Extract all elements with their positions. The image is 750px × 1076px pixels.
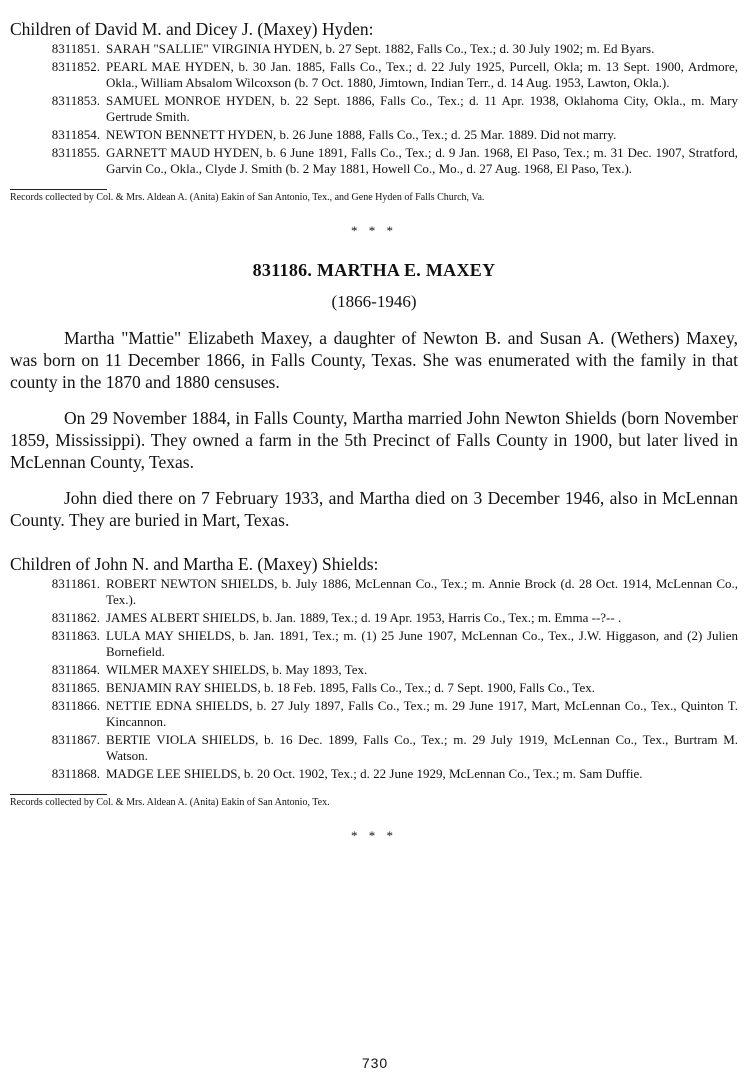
child-entry: [10, 145, 738, 177]
child-entry: [10, 680, 738, 696]
biography-paragraph: Martha "Mattie" Elizabeth Maxey, a daughter of Newton B. and Susan A. (Wethers) Maxey, was born on 11 December 1866, in Falls County, Texas. She was enumerated with the family in that county in the 1870 and 1880 censuses.: [10, 328, 738, 392]
children-list-hyden: [10, 41, 738, 177]
document-page: [10, 18, 738, 844]
child-number: 8311867.: [51, 732, 100, 747]
child-number: 8311855.: [51, 145, 100, 160]
child-text: BERTIE VIOLA SHIELDS, b. 16 Dec. 1899, Falls Co., Tex.; m. 29 July 1919, McLennan Co., Tex., Burtram M. Watson.: [106, 732, 738, 763]
child-number: 8311862.: [51, 610, 100, 625]
child-entry: [10, 698, 738, 730]
section-title: 831186. MARTHA E. MAXEY: [252, 260, 496, 280]
child-text: LULA MAY SHIELDS, b. Jan. 1891, Tex.; m. (1) 25 June 1907, McLennan Co., Tex., J.W. Higgason, and (2) Julien Bornefield.: [106, 628, 738, 659]
children-heading-hyden: Children of David M. and Dicey J. (Maxey) Hyden:: [10, 19, 374, 39]
child-entry: [10, 732, 738, 764]
child-number: 8311861.: [51, 576, 100, 591]
child-number: 8311853.: [51, 93, 100, 108]
child-number: 8311865.: [51, 680, 100, 695]
child-text: MADGE LEE SHIELDS, b. 20 Oct. 1902, Tex.; d. 22 June 1929, McLennan Co., Tex.; m. Sam Duffie.: [106, 766, 643, 781]
child-entry: [10, 41, 738, 57]
child-number: 8311851.: [51, 41, 100, 56]
child-number: 8311864.: [51, 662, 100, 677]
child-text: SARAH "SALLIE" VIRGINIA HYDEN, b. 27 Sept. 1882, Falls Co., Tex.; d. 30 July 1902; m. Ed Byars.: [106, 41, 655, 56]
biography-paragraph: On 29 November 1884, in Falls County, Martha married John Newton Shields (born November 1859, Mississippi). They owned a farm in the 5th Precinct of Falls County in 1900, but later lived in McLennan County, Texas.: [10, 408, 738, 472]
child-text: JAMES ALBERT SHIELDS, b. Jan. 1889, Tex.; d. 19 Apr. 1953, Harris Co., Tex.; m. Emma --?-- .: [106, 610, 622, 625]
child-text: WILMER MAXEY SHIELDS, b. May 1893, Tex.: [106, 662, 368, 677]
child-entry: [10, 766, 738, 782]
child-text: PEARL MAE HYDEN, b. 30 Jan. 1885, Falls Co., Tex.; d. 22 July 1925, Purcell, Okla; m. 13 Sept. 1900, Ardmore, Okla., William Absalom Wilcoxson (b. 7 Oct. 1880, Jimtown, Indian Terr., d. 14 Aug. 1953, Lawton, Okla.).: [106, 59, 738, 90]
footnote-rule: [10, 189, 107, 190]
children-list-shields: [10, 576, 738, 782]
footnote-rule: [10, 794, 107, 795]
children-heading-shields: Children of John N. and Martha E. (Maxey) Shields:: [10, 554, 379, 574]
child-entry: [10, 662, 738, 678]
child-entry: [10, 59, 738, 91]
child-entry: [10, 628, 738, 660]
child-number: 8311854.: [51, 127, 100, 142]
biography-paragraph: John died there on 7 February 1933, and Martha died on 3 December 1946, also in McLennan County. They are buried in Mart, Texas.: [10, 488, 738, 530]
child-number: 8311866.: [51, 698, 100, 713]
child-entry: [10, 576, 738, 608]
child-entry: [10, 610, 738, 626]
section-separator: * * *: [351, 223, 397, 238]
section-separator: * * *: [351, 828, 397, 843]
child-entry: [10, 127, 738, 143]
child-entry: [10, 93, 738, 125]
child-text: NETTIE EDNA SHIELDS, b. 27 July 1897, Falls Co., Tex.; m. 29 June 1917, Mart, McLennan Co., Tex., Quinton T. Kincannon.: [106, 698, 738, 729]
child-number: 8311852.: [51, 59, 100, 74]
footnote-hyden: Records collected by Col. & Mrs. Aldean A. (Anita) Eakin of San Antonio, Tex., and Gene Hyden of Falls Church, Va.: [10, 192, 485, 203]
child-number: 8311863.: [51, 628, 100, 643]
page-number: 730: [361, 1055, 389, 1071]
footnote-shields: Records collected by Col. & Mrs. Aldean A. (Anita) Eakin of San Antonio, Tex.: [10, 797, 330, 808]
child-text: GARNETT MAUD HYDEN, b. 6 June 1891, Falls Co., Tex.; d. 9 Jan. 1968, El Paso, Tex.; m. 31 Dec. 1907, Stratford, Garvin Co., Okla., Clyde J. Smith (b. 2 May 1881, Howell Co., Mo., d. 27 Aug. 1968, El Paso, Tex.).: [106, 145, 738, 176]
child-text: ROBERT NEWTON SHIELDS, b. July 1886, McLennan Co., Tex.; m. Annie Brock (d. 28 Oct. 1914, McLennan Co., Tex.).: [106, 576, 738, 607]
child-text: NEWTON BENNETT HYDEN, b. 26 June 1888, Falls Co., Tex.; d. 25 Mar. 1889. Did not marry.: [106, 127, 617, 142]
child-number: 8311868.: [51, 766, 100, 781]
section-dates: (1866-1946): [331, 292, 417, 311]
child-text: SAMUEL MONROE HYDEN, b. 22 Sept. 1886, Falls Co., Tex.; d. 11 Apr. 1938, Oklahoma City, Okla., m. Mary Gertrude Smith.: [106, 93, 738, 124]
child-text: BENJAMIN RAY SHIELDS, b. 18 Feb. 1895, Falls Co., Tex.; d. 7 Sept. 1900, Falls Co., Tex.: [106, 680, 595, 695]
